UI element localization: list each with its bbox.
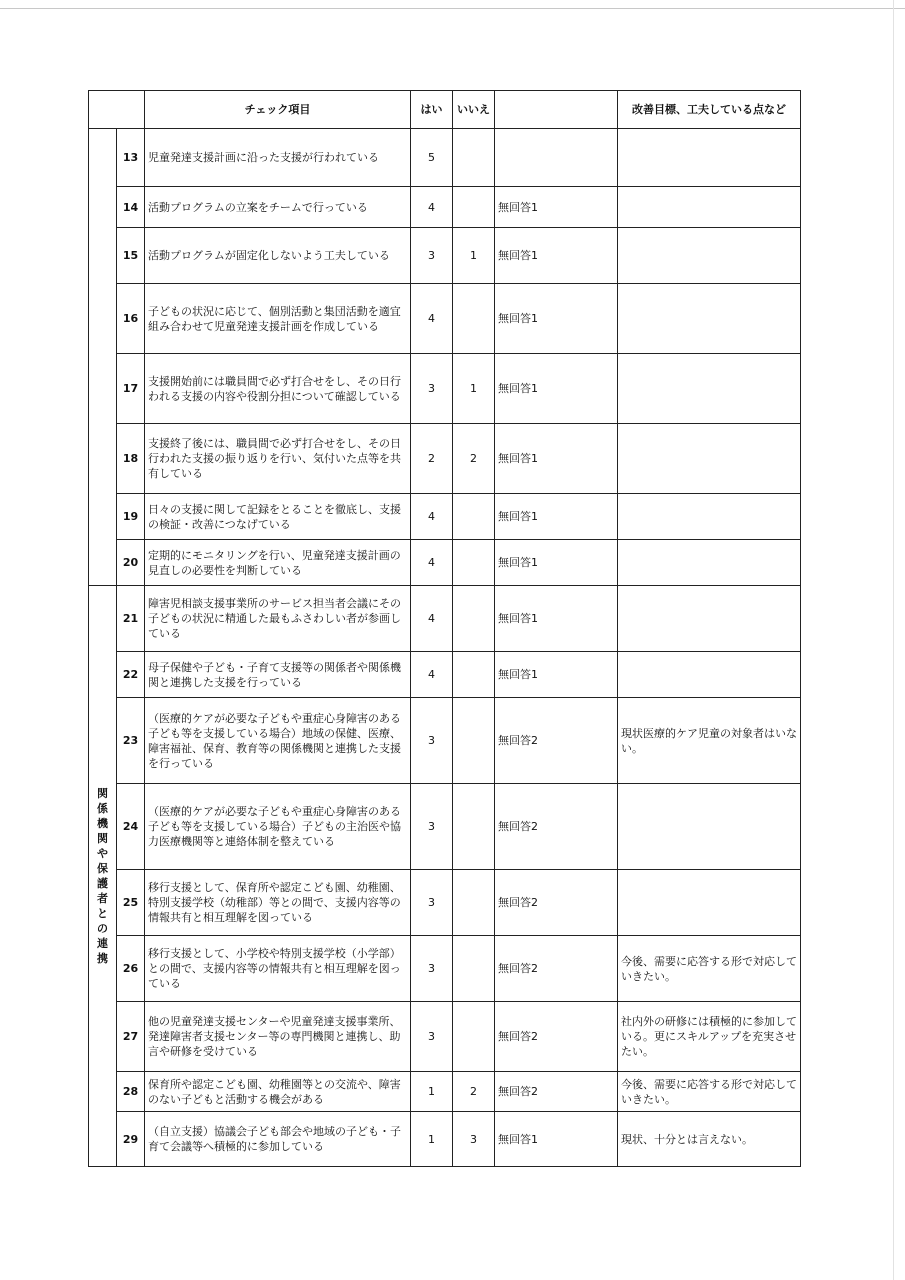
header-yes: はい (411, 91, 453, 129)
other-count: 無回答1 (495, 284, 618, 354)
category-char: 者 (97, 892, 108, 905)
check-item-text: （自立支援）協議会子ども部会や地域の子ども・子育て会議等へ積極的に参加している (145, 1112, 411, 1167)
improvement-note (618, 870, 801, 936)
yes-count: 4 (411, 586, 453, 652)
category-cell-support (89, 129, 117, 586)
no-count (453, 784, 495, 870)
other-count: 無回答1 (495, 354, 618, 424)
other-count: 無回答2 (495, 1002, 618, 1072)
improvement-note: 今後、需要に応答する形で対応していきたい。 (618, 936, 801, 1002)
other-count: 無回答1 (495, 494, 618, 540)
category-char: 護 (97, 877, 108, 890)
table-row (89, 494, 801, 540)
item-number: 27 (117, 1002, 145, 1072)
category-char: の (97, 922, 108, 935)
other-count: 無回答2 (495, 698, 618, 784)
item-number: 14 (117, 187, 145, 228)
yes-count: 1 (411, 1112, 453, 1167)
yes-count: 3 (411, 870, 453, 936)
table-row (89, 540, 801, 586)
yes-count: 3 (411, 698, 453, 784)
table-row (89, 424, 801, 494)
item-number: 15 (117, 228, 145, 284)
table-row (89, 354, 801, 424)
yes-count: 3 (411, 354, 453, 424)
no-count (453, 494, 495, 540)
check-item-text: 活動プログラムが固定化しないよう工夫している (145, 228, 411, 284)
yes-count: 4 (411, 187, 453, 228)
category-char: 連 (97, 937, 108, 950)
yes-count: 3 (411, 784, 453, 870)
other-count: 無回答2 (495, 784, 618, 870)
check-item-text: 児童発達支援計画に沿った支援が行われている (145, 129, 411, 187)
other-count: 無回答2 (495, 870, 618, 936)
table-row (89, 586, 801, 652)
check-item-text: 障害児相談支援事業所のサービス担当者会議にその子どもの状況に精通した最もふさわしい者が参画している (145, 586, 411, 652)
other-count: 無回答1 (495, 187, 618, 228)
other-count (495, 129, 618, 187)
item-number: 17 (117, 354, 145, 424)
header-other (495, 91, 618, 129)
item-number: 25 (117, 870, 145, 936)
check-item-text: （医療的ケアが必要な子どもや重症心身障害のある子ども等を支援している場合）地域の保健、医療、障害福祉、保育、教育等の関係機関と連携した支援を行っている (145, 698, 411, 784)
no-count (453, 284, 495, 354)
check-item-text: 支援開始前には職員間で必ず打合せをし、その日行われる支援の内容や役割分担について確認している (145, 354, 411, 424)
check-item-text: 移行支援として、小学校や特別支援学校（小学部）との間で、支援内容等の情報共有と相互理解を図っている (145, 936, 411, 1002)
no-count (453, 586, 495, 652)
category-char: 係 (97, 802, 108, 815)
no-count: 2 (453, 1072, 495, 1112)
check-item-text: 保育所や認定こども園、幼稚園等との交流や、障害のない子どもと活動する機会がある (145, 1072, 411, 1112)
no-count (453, 1002, 495, 1072)
yes-count: 4 (411, 284, 453, 354)
table-row (89, 1112, 801, 1167)
other-count: 無回答1 (495, 228, 618, 284)
improvement-note (618, 228, 801, 284)
yes-count: 4 (411, 540, 453, 586)
check-item-text: 子どもの状況に応じて、個別活動と集団活動を適宜組み合わせて児童発達支援計画を作成している (145, 284, 411, 354)
table-row (89, 652, 801, 698)
page-edge-line (0, 8, 905, 9)
no-count (453, 540, 495, 586)
table-row (89, 936, 801, 1002)
improvement-note (618, 187, 801, 228)
yes-count: 5 (411, 129, 453, 187)
table-row (89, 870, 801, 936)
no-count (453, 652, 495, 698)
improvement-note (618, 284, 801, 354)
item-number: 28 (117, 1072, 145, 1112)
check-item-text: 日々の支援に関して記録をとることを徹底し、支援の検証・改善につなげている (145, 494, 411, 540)
improvement-note (618, 424, 801, 494)
item-number: 16 (117, 284, 145, 354)
check-item-text: 支援終了後には、職員間で必ず打合せをし、その日行われた支援の振り返りを行い、気付いた点等を共有している (145, 424, 411, 494)
table-row (89, 129, 801, 187)
yes-count: 2 (411, 424, 453, 494)
other-count: 無回答2 (495, 1072, 618, 1112)
improvement-note (618, 494, 801, 540)
improvement-note: 現状、十分とは言えない。 (618, 1112, 801, 1167)
improvement-note (618, 129, 801, 187)
no-count: 1 (453, 228, 495, 284)
other-count: 無回答1 (495, 586, 618, 652)
other-count: 無回答1 (495, 540, 618, 586)
category-char: 関 (97, 787, 108, 800)
improvement-note (618, 652, 801, 698)
item-number: 29 (117, 1112, 145, 1167)
improvement-note: 社内外の研修には積極的に参加している。更にスキルアップを充実させたい。 (618, 1002, 801, 1072)
other-count: 無回答1 (495, 424, 618, 494)
table-row (89, 187, 801, 228)
improvement-note: 今後、需要に応答する形で対応していきたい。 (618, 1072, 801, 1112)
no-count: 2 (453, 424, 495, 494)
yes-count: 3 (411, 936, 453, 1002)
other-count: 無回答1 (495, 652, 618, 698)
check-item-text: 移行支援として、保育所や認定こども園、幼稚園、特別支援学校（幼稚部）等との間で、支援内容等の情報共有と相互理解を図っている (145, 870, 411, 936)
item-number: 13 (117, 129, 145, 187)
page-edge-line (893, 0, 894, 1280)
category-char: 関 (97, 832, 108, 845)
check-item-text: 定期的にモニタリングを行い、児童発達支援計画の見直しの必要性を判断している (145, 540, 411, 586)
table-row (89, 1072, 801, 1112)
other-count: 無回答2 (495, 936, 618, 1002)
category-char: 機 (97, 817, 108, 830)
no-count (453, 870, 495, 936)
yes-count: 4 (411, 652, 453, 698)
category-cell-collaboration (89, 586, 117, 1167)
header-no: いいえ (453, 91, 495, 129)
table-row (89, 1002, 801, 1072)
header-improvement: 改善目標、工夫している点など (618, 91, 801, 129)
header-row (89, 91, 801, 129)
item-number: 26 (117, 936, 145, 1002)
category-char: や (97, 847, 108, 860)
category-char: 携 (97, 952, 108, 965)
category-char: 保 (97, 862, 108, 875)
yes-count: 3 (411, 228, 453, 284)
header-check-item: チェック項目 (145, 91, 411, 129)
no-count (453, 187, 495, 228)
no-count (453, 936, 495, 1002)
table-row (89, 784, 801, 870)
yes-count: 1 (411, 1072, 453, 1112)
check-item-text: 母子保健や子ども・子育て支援等の関係者や関係機関と連携した支援を行っている (145, 652, 411, 698)
check-item-text: 活動プログラムの立案をチームで行っている (145, 187, 411, 228)
improvement-note (618, 784, 801, 870)
check-item-text: （医療的ケアが必要な子どもや重症心身障害のある子ども等を支援している場合）子どもの主治医や協力医療機関等と連絡体制を整えている (145, 784, 411, 870)
no-count: 3 (453, 1112, 495, 1167)
yes-count: 3 (411, 1002, 453, 1072)
table-row (89, 228, 801, 284)
table-row (89, 698, 801, 784)
item-number: 18 (117, 424, 145, 494)
improvement-note (618, 586, 801, 652)
table-row (89, 284, 801, 354)
item-number: 22 (117, 652, 145, 698)
improvement-note (618, 540, 801, 586)
item-number: 21 (117, 586, 145, 652)
item-number: 20 (117, 540, 145, 586)
check-table (88, 90, 801, 1167)
yes-count: 4 (411, 494, 453, 540)
no-count (453, 129, 495, 187)
item-number: 19 (117, 494, 145, 540)
item-number: 23 (117, 698, 145, 784)
header-blank (89, 91, 145, 129)
improvement-note: 現状医療的ケア児童の対象者はいない。 (618, 698, 801, 784)
check-item-text: 他の児童発達支援センターや児童発達支援事業所、発達障害者支援センター等の専門機関と連携し、助言や研修を受けている (145, 1002, 411, 1072)
improvement-note (618, 354, 801, 424)
other-count: 無回答1 (495, 1112, 618, 1167)
no-count: 1 (453, 354, 495, 424)
item-number: 24 (117, 784, 145, 870)
no-count (453, 698, 495, 784)
category-char: と (97, 907, 108, 920)
